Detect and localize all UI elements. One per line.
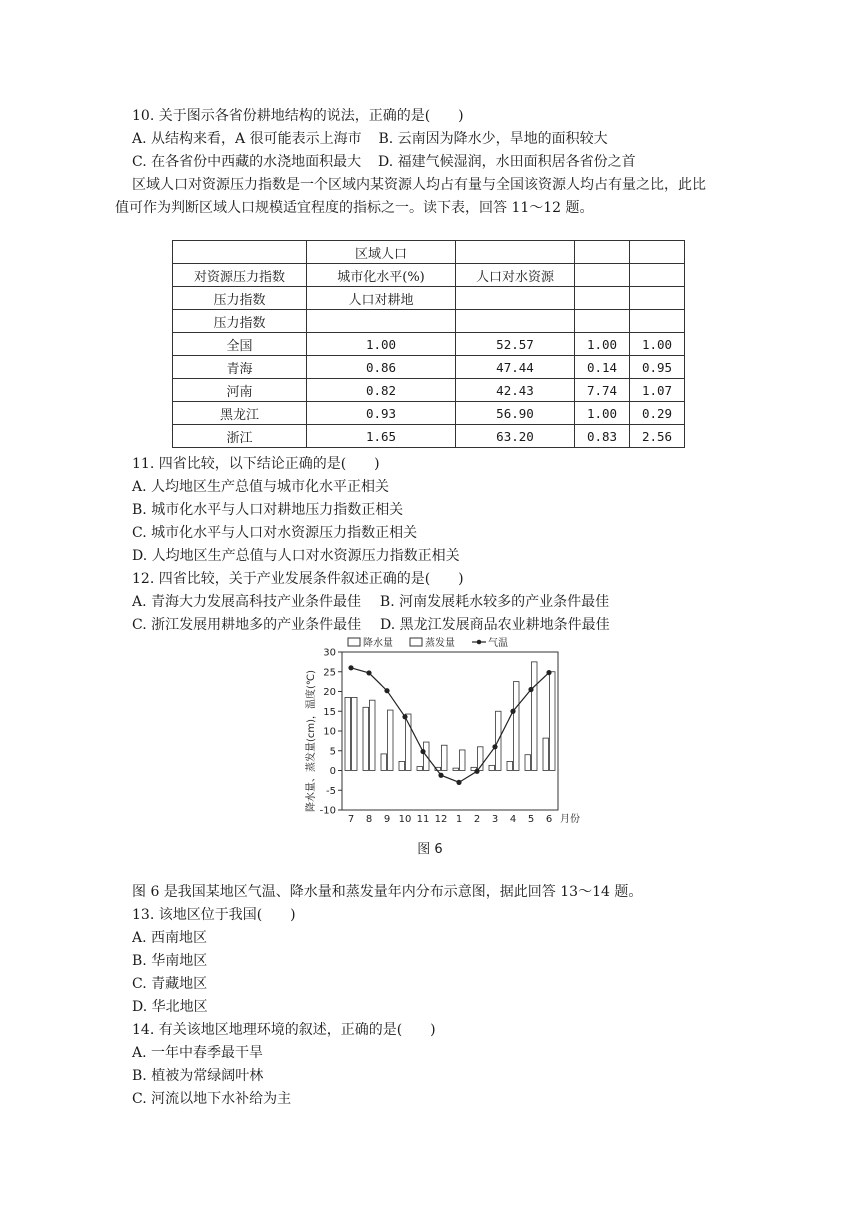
table-header-cell: 人口对耕地 xyxy=(307,287,456,310)
q10-option-a: A. 从结构来看，A 很可能表示上海市 xyxy=(132,131,362,147)
q13-option-c: C. 青藏地区 xyxy=(132,976,208,992)
q12-options-ab xyxy=(132,592,609,612)
q12-options-cd xyxy=(132,615,610,635)
table-header-cell: 人口对水资源 xyxy=(456,264,575,287)
x-tick-label: 10 xyxy=(398,814,412,825)
figure-caption: 图 6 xyxy=(417,842,443,857)
temperature-point xyxy=(492,744,497,749)
q13-option-d: D. 华北地区 xyxy=(132,999,208,1015)
climate-chart xyxy=(300,634,600,830)
table-value-cell: 1.00 xyxy=(630,333,685,356)
y-tick-label: 25 xyxy=(323,667,336,679)
table-header-cell xyxy=(630,287,685,310)
x-tick-label: 1 xyxy=(455,814,463,825)
q13-option-b: B. 华南地区 xyxy=(132,953,208,969)
table-header-cell xyxy=(575,287,630,310)
legend-swatch xyxy=(348,638,360,646)
y-tick-label: 15 xyxy=(323,706,336,718)
table-header-row xyxy=(173,241,685,264)
table-region-cell: 黑龙江 xyxy=(173,402,307,425)
table-value-cell: 0.14 xyxy=(575,356,630,379)
q10-stem: 10. 关于图示各省份耕地结构的说法，正确的是( ) xyxy=(132,108,464,124)
y-axis-label: 降水量、蒸发量(cm)，温度(℃) xyxy=(306,669,317,813)
x-tick-label: 12 xyxy=(434,814,448,825)
precip-bar xyxy=(489,765,495,770)
intro1-line1: 区域人口对资源压力指数是一个区域内某资源人均占有量与全国该资源人均占有量之比，此比 xyxy=(132,177,706,193)
table-header-cell xyxy=(575,264,630,287)
legend-label: 蒸发量 xyxy=(425,638,455,649)
temperature-point xyxy=(528,687,533,692)
legend-label: 气温 xyxy=(488,638,508,649)
table-value-cell: 7.74 xyxy=(575,379,630,402)
temperature-point xyxy=(402,714,407,719)
table-row xyxy=(173,425,685,448)
table-header-row xyxy=(173,310,685,333)
legend-marker xyxy=(477,640,482,645)
table-value-cell: 56.90 xyxy=(456,402,575,425)
table-value-cell: 2.56 xyxy=(630,425,685,448)
table-value-cell: 1.00 xyxy=(307,333,456,356)
q13-option-a: A. 西南地区 xyxy=(132,930,208,946)
x-tick-label: 8 xyxy=(365,814,373,825)
table-value-cell: 1.00 xyxy=(575,402,630,425)
x-tick-label: 5 xyxy=(527,814,535,825)
y-tick-label: 20 xyxy=(323,687,336,698)
precip-bar xyxy=(399,761,405,770)
table-header-cell xyxy=(307,310,456,333)
evap-bar xyxy=(370,700,376,770)
precip-bar xyxy=(363,707,369,770)
evap-bar xyxy=(388,710,394,770)
evap-bar xyxy=(352,697,358,770)
legend-swatch xyxy=(410,638,422,646)
table-row xyxy=(173,379,685,402)
table-header-cell xyxy=(456,241,575,264)
q14-stem: 14. 有关该地区地理环境的叙述，正确的是( ) xyxy=(132,1022,436,1038)
table-value-cell: 47.44 xyxy=(456,356,575,379)
table-value-cell: 52.57 xyxy=(456,333,575,356)
table-value-cell: 1.65 xyxy=(307,425,456,448)
x-tick-label: 7 xyxy=(347,814,355,825)
y-tick-label: 30 xyxy=(323,647,336,659)
table-value-cell: 0.95 xyxy=(630,356,685,379)
precip-bar xyxy=(345,697,351,770)
temperature-point xyxy=(420,749,425,754)
q11-option-c: C. 城市化水平与人口对水资源压力指数正相关 xyxy=(132,525,418,541)
table-header-cell: 压力指数 xyxy=(173,287,307,310)
precip-bar xyxy=(453,768,459,770)
legend-label: 降水量 xyxy=(363,638,393,649)
table-header-cell xyxy=(173,241,307,264)
precip-bar xyxy=(417,767,423,771)
table-header-row xyxy=(173,264,685,287)
temperature-point xyxy=(438,773,443,778)
x-tick-label: 6 xyxy=(545,814,553,825)
table-header-cell: 对资源压力指数 xyxy=(173,264,307,287)
table-region-cell: 河南 xyxy=(173,379,307,402)
table-value-cell: 42.43 xyxy=(456,379,575,402)
x-axis-suffix: 月份 xyxy=(560,814,580,825)
q10-option-b: B. 云南因为降水少，旱地的面积较大 xyxy=(378,131,608,147)
evap-bar xyxy=(532,662,538,771)
x-tick-label: 2 xyxy=(473,814,481,825)
table-header-cell xyxy=(630,264,685,287)
x-tick-label: 9 xyxy=(383,814,391,825)
temperature-point xyxy=(456,780,461,785)
precip-bar xyxy=(543,738,549,770)
table-header-cell xyxy=(630,310,685,333)
temperature-point xyxy=(384,688,389,693)
temperature-point xyxy=(546,670,551,675)
x-tick-label: 3 xyxy=(491,814,499,825)
q14-option-a: A. 一年中春季最干旱 xyxy=(132,1045,264,1061)
y-tick-label: 10 xyxy=(323,726,336,738)
q10-option-c: C. 在各省份中西藏的水浇地面积最大 xyxy=(132,154,362,170)
y-tick-label: -10 xyxy=(319,805,336,817)
q11-option-b: B. 城市化水平与人口对耕地压力指数正相关 xyxy=(132,502,404,518)
q12-stem: 12. 四省比较，关于产业发展条件叙述正确的是( ) xyxy=(132,571,464,587)
evap-bar xyxy=(460,750,466,771)
q12-option-d: D. 黑龙江发展商品农业耕地条件最佳 xyxy=(380,617,610,633)
q11-stem: 11. 四省比较，以下结论正确的是( ) xyxy=(132,456,380,472)
precip-bar xyxy=(507,761,513,770)
table-value-cell: 0.83 xyxy=(575,425,630,448)
table-header-cell xyxy=(575,310,630,333)
table-header-cell xyxy=(456,310,575,333)
temperature-point xyxy=(366,670,371,675)
evap-bar xyxy=(550,672,556,771)
table-header-cell: 区域人口 xyxy=(307,241,456,264)
table-header-cell xyxy=(575,241,630,264)
q11-option-a: A. 人均地区生产总值与城市化水平正相关 xyxy=(132,479,390,495)
resource-pressure-table xyxy=(172,240,685,448)
temperature-point xyxy=(510,709,515,714)
intro1-line2: 值可作为判断区域人口规模适宜程度的指标之一。读下表，回答 11～12 题。 xyxy=(115,200,594,216)
x-tick-label: 4 xyxy=(509,814,517,825)
precip-bar xyxy=(381,754,387,771)
table-header-cell xyxy=(456,287,575,310)
table-header-cell: 城市化水平(%) xyxy=(307,264,456,287)
q12-option-a: A. 青海大力发展高科技产业条件最佳 xyxy=(132,594,362,610)
table-row xyxy=(173,333,685,356)
table-header-row xyxy=(173,287,685,310)
table-region-cell: 全国 xyxy=(173,333,307,356)
y-tick-label: -5 xyxy=(326,785,336,797)
table-value-cell: 1.00 xyxy=(575,333,630,356)
q10-options-cd xyxy=(132,152,636,172)
q14-option-c: C. 河流以地下水补给为主 xyxy=(132,1091,292,1107)
table-value-cell: 0.86 xyxy=(307,356,456,379)
table-row xyxy=(173,402,685,425)
table-value-cell: 0.82 xyxy=(307,379,456,402)
table-value-cell: 0.93 xyxy=(307,402,456,425)
precip-bar xyxy=(525,755,531,771)
table-row xyxy=(173,356,685,379)
evap-bar xyxy=(442,745,448,770)
table-header-cell xyxy=(630,241,685,264)
table-value-cell: 0.29 xyxy=(630,402,685,425)
table-value-cell: 63.20 xyxy=(456,425,575,448)
temperature-point xyxy=(474,769,479,774)
q12-option-b: B. 河南发展耗水较多的产业条件最佳 xyxy=(379,594,610,610)
y-tick-label: 5 xyxy=(329,746,336,758)
intro2: 图 6 是我国某地区气温、降水量和蒸发量年内分布示意图，据此回答 13～14 题。 xyxy=(132,884,643,900)
table-region-cell: 浙江 xyxy=(173,425,307,448)
q14-option-b: B. 植被为常绿阔叶林 xyxy=(132,1068,264,1084)
table-region-cell: 青海 xyxy=(173,356,307,379)
temperature-point xyxy=(348,665,353,670)
table-value-cell: 1.07 xyxy=(630,379,685,402)
table-header-cell: 压力指数 xyxy=(173,310,307,333)
evap-bar xyxy=(514,682,520,771)
x-tick-label: 11 xyxy=(416,814,430,825)
q13-stem: 13. 该地区位于我国( ) xyxy=(132,907,296,923)
q11-option-d: D. 人均地区生产总值与人口对水资源压力指数正相关 xyxy=(132,548,460,564)
q10-option-d: D. 福建气候湿润，水田面积居各省份之首 xyxy=(378,154,636,170)
q10-options-ab xyxy=(132,129,608,149)
y-tick-label: 0 xyxy=(329,766,336,777)
q12-option-c: C. 浙江发展用耕地多的产业条件最佳 xyxy=(132,617,362,633)
